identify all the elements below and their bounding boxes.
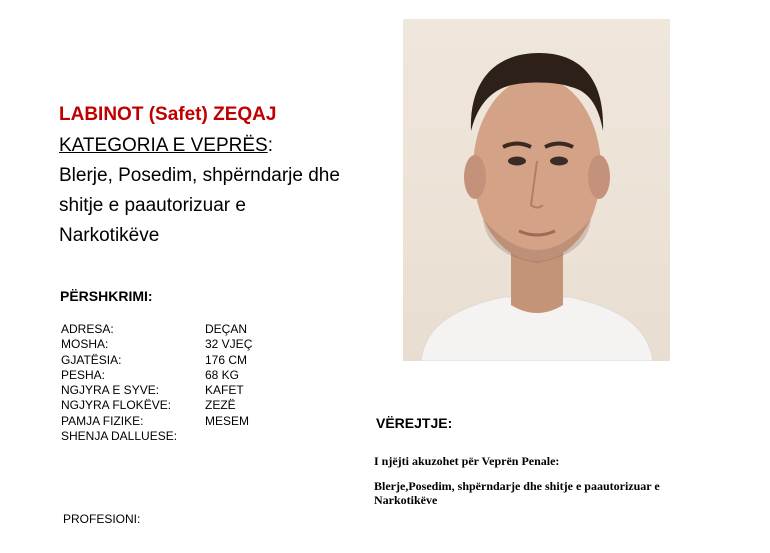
attribute-value: 176 CM <box>205 352 248 367</box>
attribute-row-build <box>61 414 252 429</box>
attribute-label: ADRESA: <box>61 322 114 336</box>
notes-line-2: Blerje,Posedim, shpërndarje dhe shitje e paautorizuar e Narkotikëve <box>374 479 660 507</box>
attribute-label: PAMJA FIZIKE: <box>61 413 144 428</box>
attribute-value: 32 VJEÇ <box>205 337 253 352</box>
portrait-illustration <box>403 19 670 361</box>
attribute-value: ZEZË <box>205 398 236 413</box>
attribute-row-hair-color <box>61 398 252 413</box>
attribute-label: GJATËSIA: <box>61 352 122 367</box>
attribute-value: 68 KG <box>205 367 240 382</box>
notes-line-1: I njëjti akuzohet për Veprën Penale: <box>374 454 560 468</box>
description-heading: PËRSHKRIMI: <box>60 288 153 304</box>
attribute-row-eye-color <box>61 383 252 398</box>
crime-description: Blerje, Posedim, shpërndarje dhe shitje e paautorizuar e Narkotikëve <box>59 165 340 246</box>
attribute-label: NGJYRA FLOKËVE: <box>61 398 172 413</box>
attribute-row-height <box>61 353 252 368</box>
profession-label: PROFESIONI: <box>63 512 141 526</box>
attribute-label: SHENJA DALLUESE: <box>61 429 178 444</box>
notes-heading: VËREJTJE: <box>376 415 453 431</box>
attribute-row-distinguishing-marks <box>61 429 252 444</box>
category-colon: : <box>267 135 273 156</box>
category-heading <box>59 135 273 157</box>
attribute-row-age <box>61 337 252 352</box>
suspect-photo <box>403 19 670 361</box>
attribute-value: KAFET <box>205 383 244 398</box>
attribute-value: MESEM <box>205 413 250 428</box>
attribute-value: DEÇAN <box>205 322 248 336</box>
category-label: KATEGORIA E VEPRËS <box>59 135 268 156</box>
attribute-label: PESHA: <box>61 367 106 382</box>
attribute-row-address <box>61 322 252 337</box>
attribute-label: MOSHA: <box>61 337 109 352</box>
attribute-list <box>61 322 252 444</box>
attribute-label: NGJYRA E SYVE: <box>61 383 160 398</box>
person-name: LABINOT (Safet) ZEQAJ <box>59 104 277 125</box>
attribute-row-weight <box>61 368 252 383</box>
